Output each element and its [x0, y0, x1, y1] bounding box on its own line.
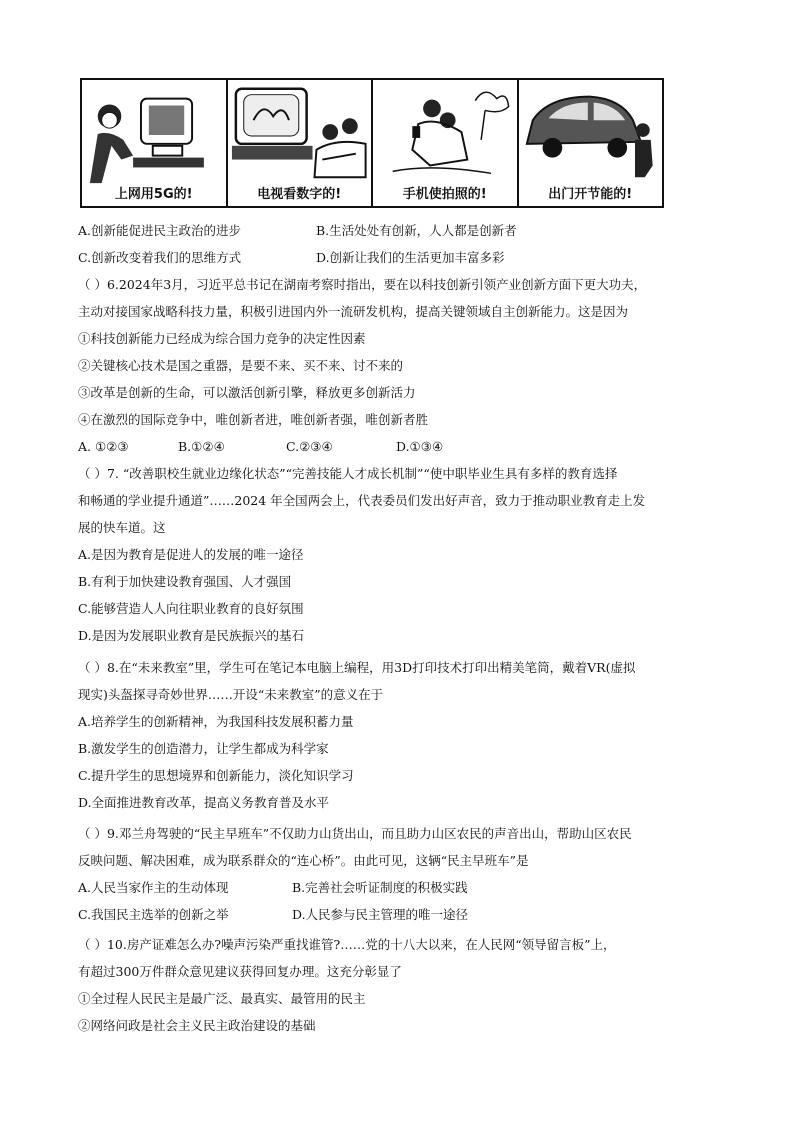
energy-car-icon	[519, 80, 663, 188]
q7-stem-line-1: （ ）7. “改善职校生就业边缘化状态”“完善技能人才成长机制”“使中职毕业生具有多样的教育选择	[78, 466, 618, 481]
computer-user-icon	[82, 80, 226, 188]
q8-stem-line-2: 现实)头盔探寻奇妙世界……开设“未来教室”的意义在于	[78, 687, 384, 702]
q7-option-d: D.是因为发展职业教育是民族振兴的基石	[78, 628, 305, 643]
q8-option-d: D.全面推进教育改革，提高义务教育普及水平	[78, 795, 330, 810]
q6-stem-line-2: 主动对接国家战略科技力量，积极引进国内外一流研发机构，提高关键领域自主创新能力。这是因为	[78, 304, 629, 319]
comic-panel-2	[228, 80, 374, 206]
comic-panel-3	[373, 80, 519, 206]
q10-statement-1: ①全过程人民民主是最广泛、最真实、最管用的民主	[78, 991, 366, 1006]
phone-photo-icon	[373, 80, 517, 188]
panel-caption: 电视看数字的!	[257, 187, 342, 202]
q9-option-b: B.完善社会听证制度的积极实践	[292, 880, 468, 895]
q6-option-a: A. ①②③	[78, 439, 129, 454]
q7-option-a: A.是因为教育是促进人的发展的唯一途径	[78, 547, 304, 562]
q10-stem-line-2: 有超过300万件群众意见建议获得回复办理。这充分彰显了	[78, 964, 402, 979]
q5-option-a: A.创新能促进民主政治的进步	[78, 223, 242, 238]
family-tv-icon	[228, 80, 372, 188]
panel-caption: 手机使拍照的!	[402, 187, 487, 202]
q6-statement-4: ④在激烈的国际竞争中，唯创新者进，唯创新者强，唯创新者胜	[78, 412, 429, 427]
comic-panel-1	[82, 80, 228, 206]
q7-stem-line-2: 和畅通的学业提升通道”……2024 年全国两会上，代表委员们发出好声音，致力于推动职业教育走上发	[78, 493, 646, 508]
q7-option-b: B.有利于加快建设教育强国、人才强国	[78, 574, 292, 589]
comic-strip	[80, 78, 664, 208]
q9-option-d: D.人民参与民主管理的唯一途径	[292, 907, 469, 922]
comic-panel-4	[519, 80, 663, 206]
q7-option-c: C.能够营造人人向往职业教育的良好氛围	[78, 601, 304, 616]
q8-option-b: B.激发学生的创造潜力，让学生都成为科学家	[78, 741, 329, 756]
q8-stem-line-1: （ ）8.在“未来教室”里，学生可在笔记本电脑上编程，用3D打印技术打印出精美笔筒，戴着VR(虚拟	[78, 660, 636, 675]
q8-option-c: C.提升学生的思想境界和创新能力，淡化知识学习	[78, 768, 354, 783]
q6-stem-line-1: （ ）6.2024年3月，习近平总书记在湖南考察时指出，要在以科技创新引领产业创新方面下更大功夫，	[78, 277, 647, 292]
q6-option-d: D.①③④	[396, 439, 444, 454]
q5-option-c: C.创新改变着我们的思维方式	[78, 250, 242, 265]
q9-option-a: A.人民当家作主的生动体现	[78, 880, 229, 895]
q10-statement-2: ②网络问政是社会主义民主政治建设的基础	[78, 1018, 316, 1033]
q9-stem-line-1: （ ）9.邓兰舟驾驶的“民主早班车”不仅助力山货出山，而且助力山区农民的声音出山，帮助山区农民	[78, 826, 632, 841]
q5-option-d: D.创新让我们的生活更加丰富多彩	[316, 250, 505, 265]
q9-stem-line-2: 反映问题、解决困难，成为联系群众的“连心桥”。由此可见，这辆“民主早班车”是	[78, 853, 529, 868]
q10-stem-line-1: （ ）10.房产证难怎么办?噪声污染严重找谁管?……党的十八大以来，在人民网“领导留言板”上，	[78, 937, 616, 952]
q8-option-a: A.培养学生的创新精神，为我国科技发展积蓄力量	[78, 714, 354, 729]
q6-statement-2: ②关键核心技术是国之重器，是要不来、买不来、讨不来的	[78, 358, 404, 373]
q7-stem-line-3: 展的快车道。这	[78, 520, 166, 535]
panel-caption: 上网用5G的!	[114, 187, 193, 202]
q6-option-b: B.①②④	[178, 439, 225, 454]
q9-option-c: C.我国民主选举的创新之举	[78, 907, 229, 922]
q6-statement-1: ①科技创新能力已经成为综合国力竞争的决定性因素	[78, 331, 366, 346]
q5-option-b: B.生活处处有创新，人人都是创新者	[316, 223, 517, 238]
q6-option-c: C.②③④	[286, 439, 333, 454]
q6-statement-3: ③改革是创新的生命，可以激活创新引擎，释放更多创新活力	[78, 385, 416, 400]
panel-caption: 出门开节能的!	[548, 187, 633, 202]
